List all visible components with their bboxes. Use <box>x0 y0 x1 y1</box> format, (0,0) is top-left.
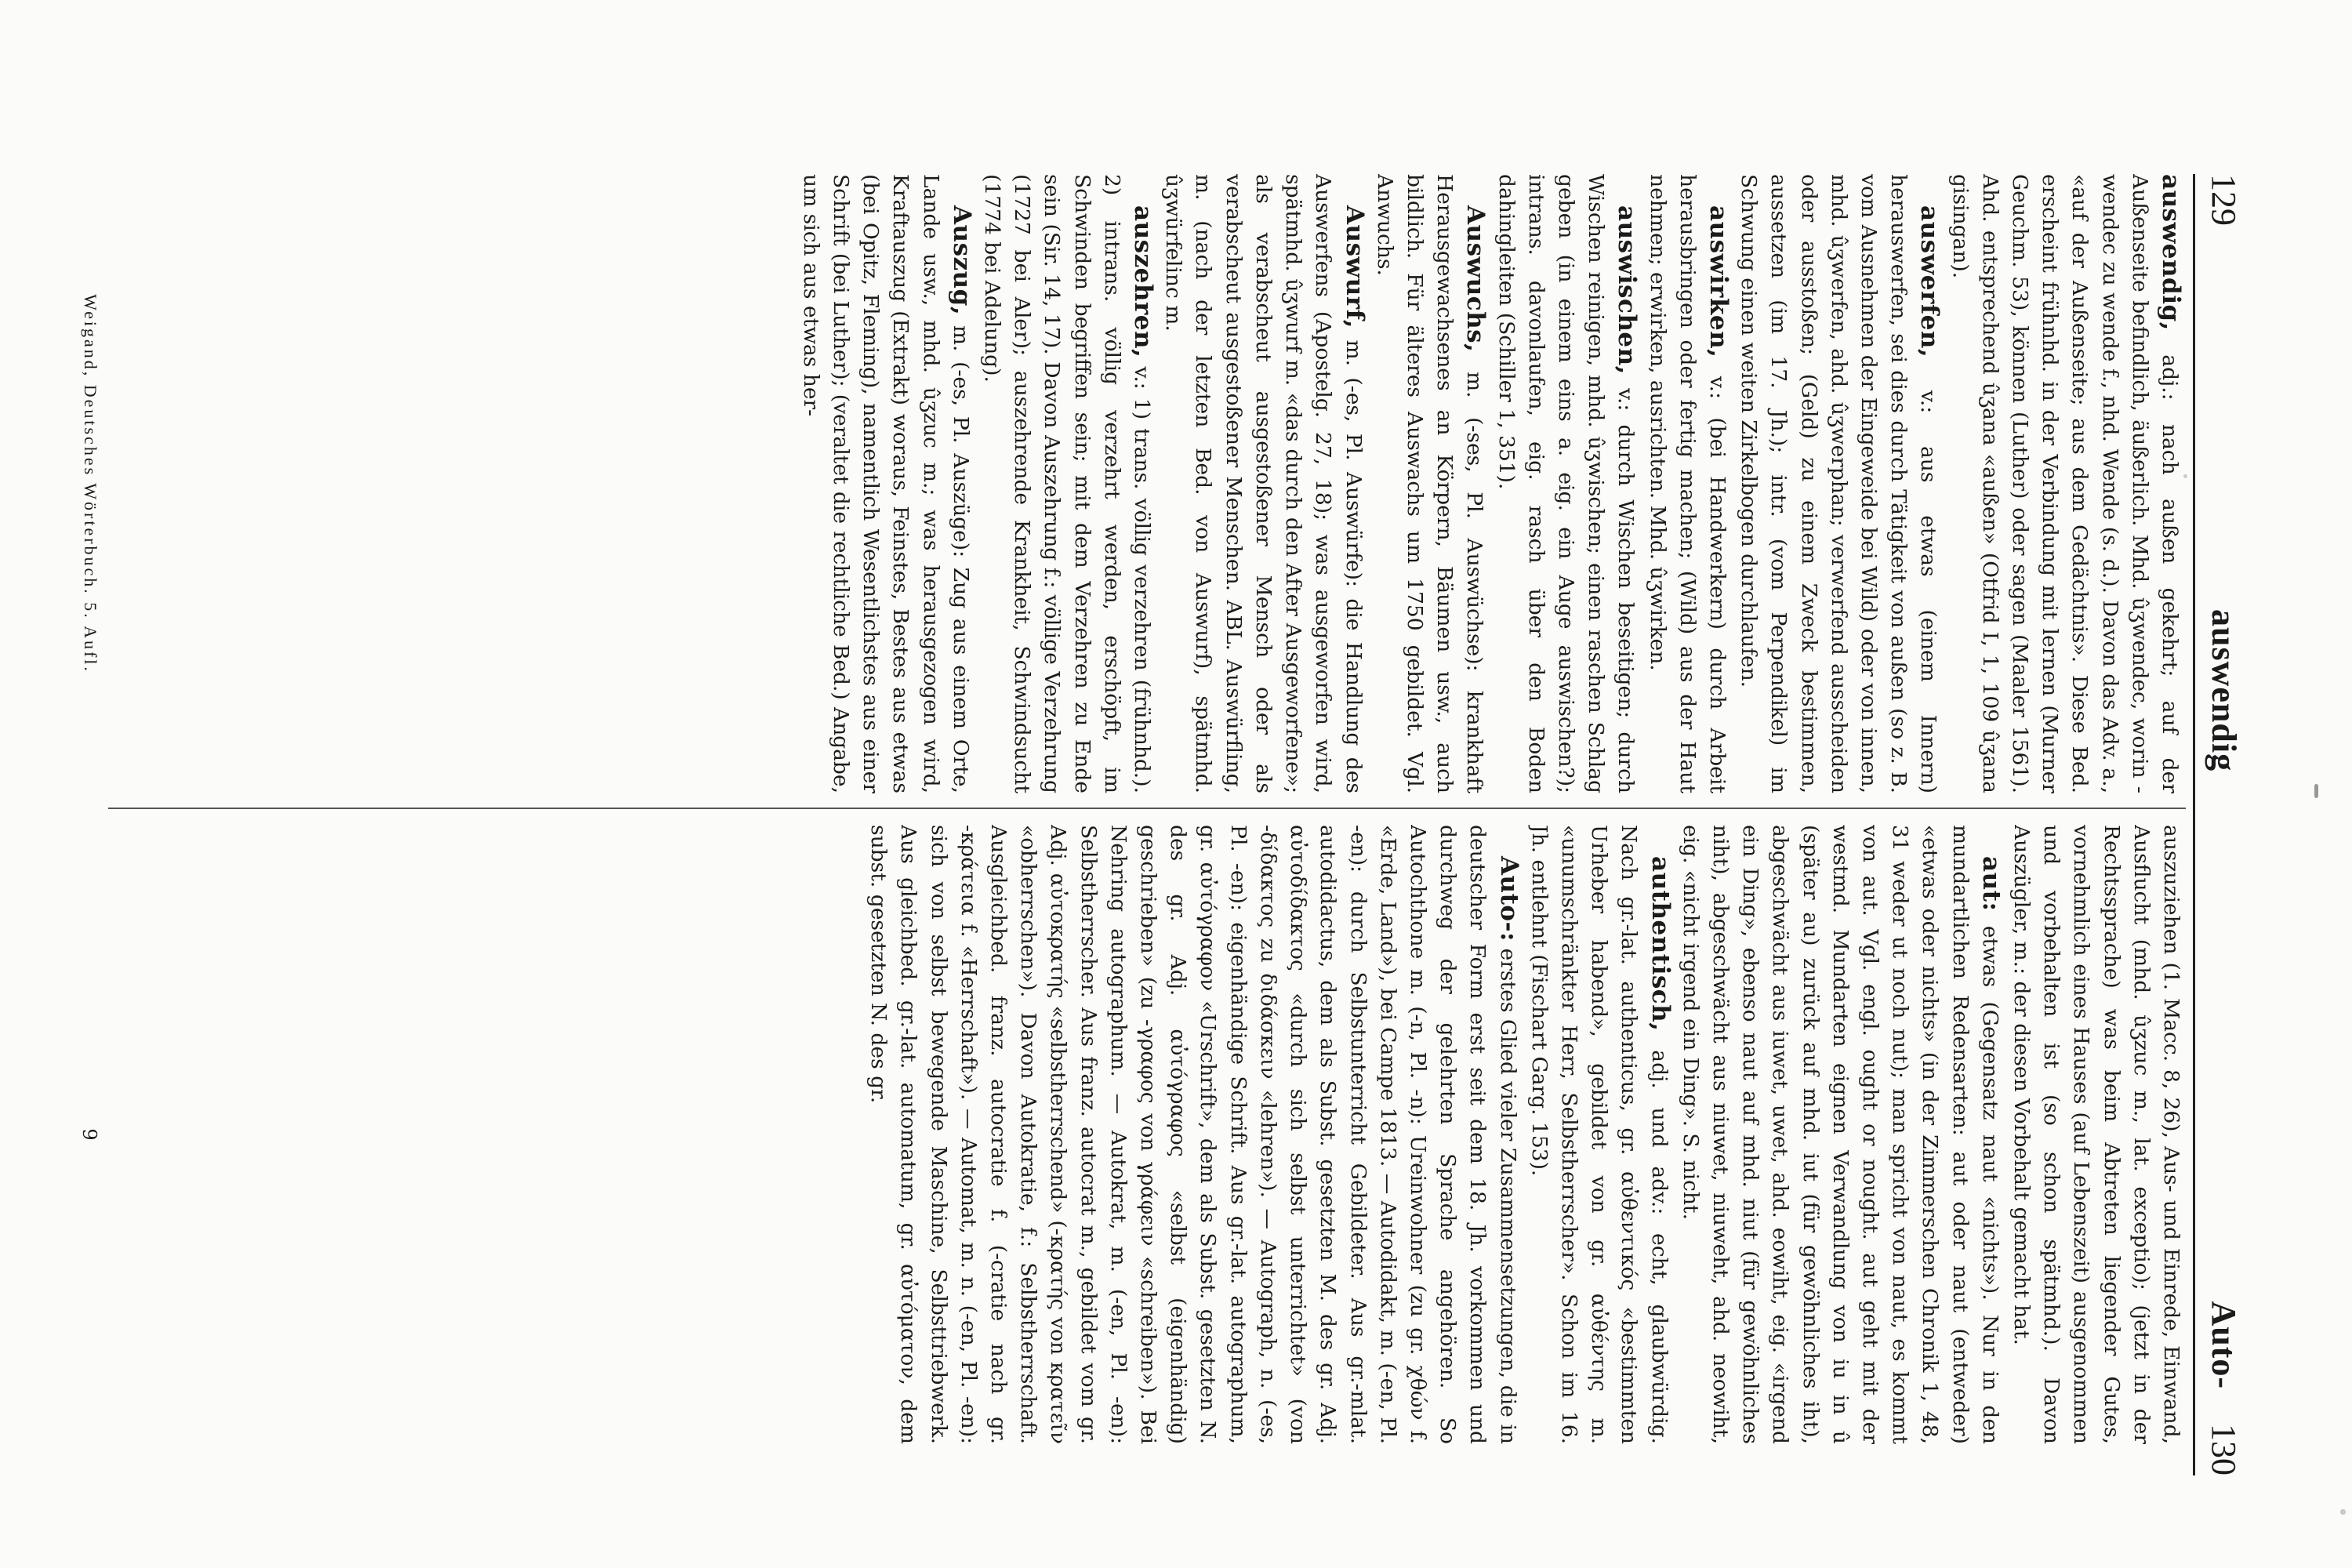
entry-body: v.: (bei Handwerkern) durch Arbeit herausbringen oder fertig machen; (Wild) aus der Haut nehmen; erwirken, ausrichten. Mhd. ûʒwirken. <box>1645 174 1730 793</box>
publisher-footer: Weigand, Deutsches Wörterbuch. 5. Aufl. <box>81 294 100 673</box>
entry-body: m. (-es, Pl. Auswürfe): die Handlung des Auswerfens (Apostelg. 27, 18); was ausgeworfen wird, spätmhd. ûʒwurf m. «das durch den After Ausgeworfene»; als verabscheut ausgestoßener Mensch oder als verabscheut ausgestoßener Menschen. ABL. Auswürfling, m. (nach der letzten Bed. von Auswurf), spätmhd. ûʒwürfelinc m. <box>1161 174 1366 793</box>
entry-authentisch <box>1524 825 1675 1444</box>
entry-auswerfen <box>1733 174 1944 793</box>
headword: authentisch, <box>1646 856 1675 1032</box>
headword: auswirken, <box>1704 205 1733 358</box>
entry-body: etwas (Gegensatz naut «nichts»). Nur in den mundartlichen Redensarten: aut oder naut (entweder) «etwas oder nichts» (in der Zimmerschen Chronik 1, 48, 31 weder ut noch nut); man spricht von naut, es kommt von aut. Vgl. engl. ought or nought. aut geht mit der westmd. Mundarten eignen Verwandlung von iu in û (später au) zurück auf mhd. iut (für gewöhnliches iht), abgeschwächt aus iuwet, uwet, ahd. eowiht, eig. «irgend ein Ding», ebenso naut auf mhd. niut (für gewöhnliches niht), abgeschwächt aus niuwet, niuweht, ahd. neowiht, eig. «nicht irgend ein Ding». S. nicht. <box>1678 825 2002 1444</box>
entry-auswuchs <box>1370 174 1491 793</box>
entry-auto <box>863 825 1523 1444</box>
headword: auswerfen, <box>1915 205 1944 358</box>
entry-body: v.: durch Wischen beseitigen; durch Wischen reinigen, mhd. ûʒwischen; einen raschen Schlag geben (in einem eins a. eig. ein Auge auswischen?); intrans. davonlaufen, eig. rasch über den Boden dahingleiten (Schiller 1, 351). <box>1494 174 1639 793</box>
headword: auswendig, <box>2157 174 2185 331</box>
guide-word-left: auswendig <box>2205 609 2243 772</box>
scan-speck <box>2183 474 2187 478</box>
entry-auswischen <box>1490 174 1642 793</box>
headword: auswischen, <box>1613 205 1642 375</box>
entry-body: m. (-ses, Pl. Auswüchse): krankhaft Herausgewachsenes an Körpern, Bäumen usw., auch bildlich. Für älteres Auswachs um 1750 gebildet. Vgl. Anwuchs. <box>1372 174 1487 793</box>
entry-auswendig <box>1944 174 2186 793</box>
entry-body: adj.: nach außen gekehrt; auf der Außenseite befindlich, äußerlich. Mhd. ûʒwendec, worin -wendec zu wende f., nhd. Wende (s. d.). Davon das Adv. a., «auf der Außenseite; aus dem Gedächtnis». Diese Bed. erscheint frühnhd. in der Verbindung mit lernen (Murner Geuchm. 53), können (Luther) oder sagen (Maaler 1561). Ahd. entsprechend ûʒana «außen» (Otfrid I, 1, 109 ûʒana gisingan). <box>1947 174 2182 793</box>
headword: Auszug, <box>947 205 976 316</box>
scan-speck <box>2314 784 2318 798</box>
page-number-right: 130 <box>2205 1424 2243 1475</box>
entry-body: m. (-es, Pl. Auszüge): Zug aus einem Orte, Lande usw., mhd. ûʒzuc m.; was herausgezogen wird, Kraftauszug (Extrakt) woraus, Feinstes, Bestes aus etwas (bei Opitz, Fleming), namentlich Wesentlichstes aus einer Schrift (bei Luther); (veraltet die rechtliche Bed.) Angabe, um sich aus etwas her- <box>798 174 973 793</box>
guide-word-right: Auto- <box>2205 1301 2243 1389</box>
scan-speck <box>2340 1509 2346 1515</box>
entry-body: erstes Glied vieler Zusammensetzungen, die in deutscher Form erst seit dem 18. Jh. vorkommen und durchweg der gelehrten Sprache angehören. So Autochthone m. (-n, Pl. -n): Ureinwohner (zu gr. χθών f. «Erde, Land»), bei Campe 1813. — Autodidakt, m. (-en, Pl. -en): durch Selbstunterricht Gebildeter. Aus gr.-mlat. autodidactus, dem als Subst. gesetzten M. des gr. Adj. αὐτοδίδακτος «durch sich selbst unterrichtet» (von -δίδακτος zu διδάσκειν «lehren»). — Autograph, n. (-es, Pl. -en): eigenhändige Schrift. Aus gr.-lat. autographum, gr. αὐτόγραφον «Urschrift», dem als Subst. gesetzten N. des gr. Adj. αὐτόγραφος «selbst (eigenhändig) geschrieben» (zu -γραφος von γράφειν «schreiben»). Bei Nehring autographum. — Autokrat, m. (-en, Pl. -en): Selbstherrscher. Aus franz. autocrat m., gebildet vom gr. Adj. αὐτοκρατής «selbstherrschend» (-κρατής von κρατεῖν «obherrschen»). Davon Autokratie, f.: Selbstherrschaft. Ausgleichbed. franz. autocratie f. (-cratie nach gr. -κράτεια f. «Herrschaft»). — Automat, m. n. (-en, Pl. -en): sich von selbst bewegende Maschine, Selbsttriebwerk. Aus gleichbed. gr.-lat. automatum, gr. αὐτόματον, dem subst. gesetzten N. des gr. <box>866 825 1520 1444</box>
headword: auszehren, <box>1129 205 1158 358</box>
headword: Auswurf, <box>1340 205 1369 329</box>
entry-body: v.: 1) trans. völlig verzehren (frühnhd.). 2) intrans. völlig verzehrt werden, erschöpft, im Schwinden begriffen sein; mit dem Verzehren zu Ende sein (Sir. 14, 17). Davon Auszehrung f.: völlige Verzehrung (1727 bei Aler); auszehrende Krankheit, Schwindsucht (1774 bei Adelung). <box>980 174 1155 793</box>
page-number-left: 129 <box>2205 174 2243 226</box>
entry-body: adj. und adv.: echt, glaubwürdig. Nach gr.-lat. authenticus, gr. αὐθεντικός «bestimmten Urheber habend», gebildet von gr. αὐθέντης m. «unumschränkter Herr, Selbstherrscher». Schon im 16. Jh. entlehnt (Fischart Garg. 153). <box>1526 825 1671 1444</box>
entry-auswurf <box>1158 174 1369 793</box>
entry-auswirken <box>1642 174 1733 793</box>
running-header <box>2197 174 2244 1475</box>
entry-body: auszuziehen (1. Macc. 8, 26), Aus- und Einrede, Einwand, Ausflucht (mhd. ûʒzuc m., lat. exceptio); (jetzt in der Rechtssprache) was beim Abtreten liegender Gutes, vornehmlich eines Hauses (auf Lebenszeit) ausgenommen und vorbehalten ist (so schon spätmhd.). Davon Auszügler, m.: der diesen Vorbehalt gemacht hat. <box>2009 825 2183 1444</box>
headword: Auswuchs, <box>1461 205 1490 353</box>
text-column-left <box>85 174 2186 793</box>
entry-auszug-continued <box>2006 825 2186 1444</box>
column-divider <box>108 808 2186 809</box>
signature-mark: 9 <box>78 1128 100 1141</box>
headword: aut: <box>1976 856 2005 912</box>
text-column-right <box>85 825 2186 1444</box>
entry-auszug <box>796 174 977 793</box>
entry-body: v.: aus etwas (einem Innern) herauswerfen, sei dies durch Tätigkeit von außen (so z. B. vom Ausnehmen der Eingeweide bei Wild) oder von innen, mhd. ûʒwerfen, ahd. ûʒwerphan; verwerfend ausscheiden oder ausstoßen; (Geld) zu einem Zweck bestimmen, aussetzen (im 17. Jh.); intr. (vom Perpendikel) im Schwung einen weiten Zirkelbogen durchlaufen. <box>1737 174 1941 793</box>
entry-auszehren <box>977 174 1158 793</box>
headword: Auto-: <box>1494 856 1523 942</box>
header-rule <box>2193 174 2195 1475</box>
entry-aut <box>1675 825 2006 1444</box>
